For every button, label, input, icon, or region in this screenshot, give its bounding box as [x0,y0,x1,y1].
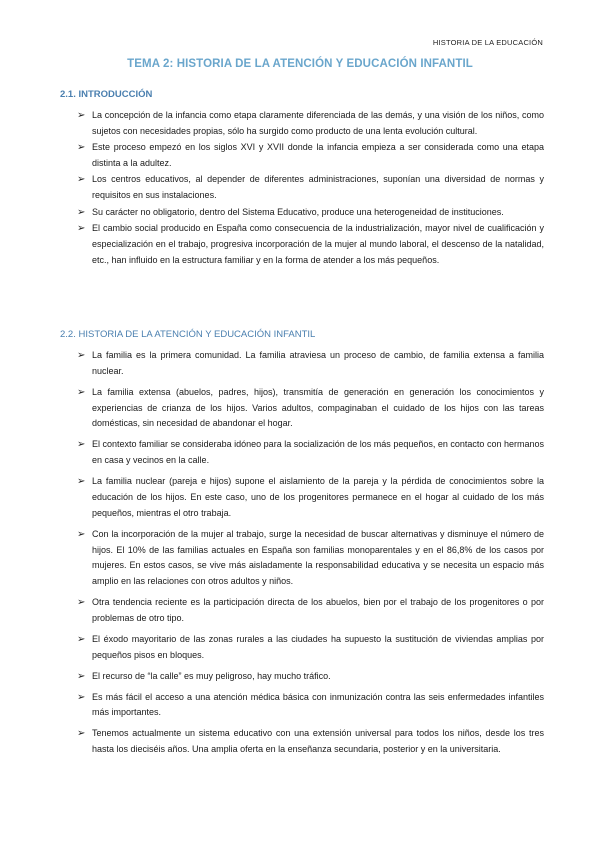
arrowhead-bullet-icon: ➢ [77,386,86,398]
list-item [60,690,544,722]
arrowhead-bullet-icon: ➢ [77,670,86,682]
arrowhead-bullet-icon: ➢ [77,528,86,540]
arrowhead-bullet-icon: ➢ [77,110,86,121]
list-item [60,669,544,685]
arrowhead-bullet-icon: ➢ [77,222,86,234]
list-item [60,140,544,172]
section-historia [60,329,544,763]
arrowhead-bullet-icon: ➢ [77,476,86,488]
list-item [60,108,544,140]
list-item-text: La familia extensa (abuelos, padres, hijos), transmitía de generación en generación los conocimientos y experiencias de crianza de los hijos. Varios adultos, compaginaban el cuidado de los hijos con las tareas domésticas, sin necesidad de abandonar el hogar. [92,386,544,429]
list-item-text: El éxodo mayoritario de las zonas rurales a las ciudades ha supuesto la sustitución de viviendas amplias por pequeños pisos en bloques. [92,633,544,660]
arrowhead-bullet-icon: ➢ [77,633,86,645]
arrowhead-bullet-icon: ➢ [77,206,86,218]
list-item [60,474,544,521]
list-item [60,527,544,590]
list-item-text: La familia nuclear (pareja e hijos) supone el aislamiento de la pareja y la pérdida de conocimientos sobre la educación de los hijos. En este caso, uno de los progenitores permanece en el hogar al cuidado de los más pequeños, mientras el otro trabaja. [92,476,544,518]
list-item [60,385,544,432]
list-item-text: Con la incorporación de la mujer al trabajo, surge la necesidad de buscar alternativas y disminuye el número de hijos. El 10% de las familias actuales en España son familias monoparentales y en el 86,8% de los casos por mujeres. En estos casos, se vive más aisladamente la responsabilidad educativa y se necesita un espacio más amplio en las relaciones con otros adultos y niños. [92,528,544,587]
list-item [60,172,544,204]
list-item [60,726,544,758]
list-item [60,595,544,627]
list-item-text: El contexto familiar se consideraba idóneo para la socialización de los más pequeños, en contacto con hermanos en casa y vecinos en la calle. [92,439,544,466]
page-title: TEMA 2: HISTORIA DE LA ATENCIÓN Y EDUCACIÓN INFANTIL [127,58,473,70]
list-item-text: Tenemos actualmente un sistema educativo con una extensión universal para todos los niños, desde los tres hasta los dieciséis años. Una amplia oferta en la enseñanza secundaria, posterior y en la universitaria. [92,728,544,755]
bullet-list [60,108,544,268]
arrowhead-bullet-icon: ➢ [77,350,86,361]
arrowhead-bullet-icon: ➢ [77,691,86,703]
list-item [60,437,544,469]
section-heading: 2.2. HISTORIA DE LA ATENCIÓN Y EDUCACIÓN INFANTIL [60,329,316,340]
list-item-text: Su carácter no obligatorio, dentro del Sistema Educativo, produce una heterogeneidad de instituciones. [92,206,504,217]
arrowhead-bullet-icon: ➢ [77,142,86,154]
list-item-text: El recurso de “la calle” es muy peligroso, hay mucho tráfico. [92,670,331,681]
bullet-list [60,348,544,758]
list-item [60,205,544,221]
arrowhead-bullet-icon: ➢ [77,439,86,451]
list-item-text: La concepción de la infancia como etapa claramente diferenciada de las demás, y una visión de los niños, como sujetos con necesidades propias, sólo ha surgido como producto de una lenta evolución cultural. [92,110,544,136]
list-item-text: Es más fácil el acceso a una atención médica básica con inmunización contra las seis enfermedades infantiles más importantes. [92,691,544,718]
list-item-text: Este proceso empezó en los siglos XVI y XVII donde la infancia empieza a ser considerada como una etapa distinta a la adultez. [92,142,544,168]
arrowhead-bullet-icon: ➢ [77,597,86,609]
list-item [60,348,544,380]
list-item-text: Otra tendencia reciente es la participación directa de los abuelos, bien por el trabajo de los progenitores o por problemas de otro tipo. [92,597,544,623]
running-header: HISTORIA DE LA EDUCACIÓN [432,38,543,47]
list-item-text: Los centros educativos, al depender de diferentes administraciones, suponían una diversidad de normas y requisitos en sus instalaciones. [92,174,544,201]
list-item-text: El cambio social producido en España como consecuencia de la industrialización, mayor nivel de cualificación y especialización en el trabajo, progresiva incorporación de la mujer al mundo laboral, el descenso de la natalidad, etc., han influido en la estructura familiar y en la forma de atender a los más pequeños. [92,222,544,265]
list-item [60,632,544,664]
arrowhead-bullet-icon: ➢ [77,174,86,186]
list-item [60,221,544,268]
section-introduccion [60,89,544,269]
arrowhead-bullet-icon: ➢ [77,728,86,740]
list-item-text: La familia es la primera comunidad. La familia atraviesa un proceso de cambio, de familia extensa a familia nuclear. [92,350,544,376]
section-heading: 2.1. INTRODUCCIÓN [60,89,153,100]
